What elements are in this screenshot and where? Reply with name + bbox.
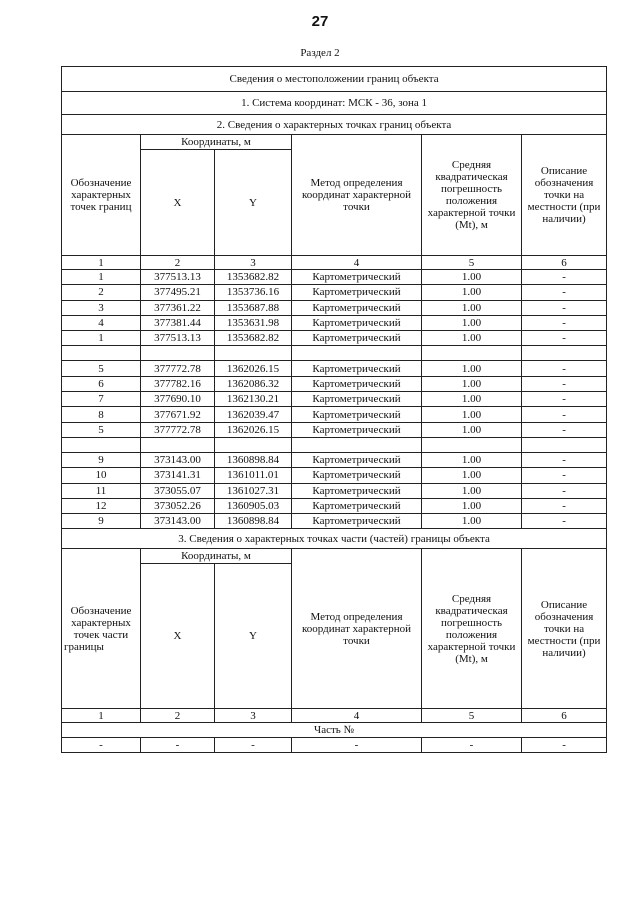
accuracy: 1.00 — [422, 483, 522, 498]
coord-x: 377361.22 — [141, 300, 215, 315]
accuracy: 1.00 — [422, 498, 522, 513]
coord-x: 377381.44 — [141, 315, 215, 330]
coord-x: 377513.13 — [141, 331, 215, 346]
header-y-part: Y — [215, 564, 292, 709]
accuracy: 1.00 — [422, 452, 522, 467]
coord-y: 1353631.98 — [215, 315, 292, 330]
coord-y: 1353736.16 — [215, 285, 292, 300]
part-cell: - — [422, 738, 522, 753]
coord-y: 1362130.21 — [215, 392, 292, 407]
method: Картометрический — [292, 300, 422, 315]
description: - — [522, 514, 607, 529]
description: - — [522, 452, 607, 467]
column-numbers-row-part — [62, 709, 607, 723]
table-row — [62, 392, 607, 407]
part-cell: - — [292, 738, 422, 753]
header-coordinates: Координаты, м — [141, 135, 292, 150]
coord-x: 373143.00 — [141, 452, 215, 467]
coord-y: 1361011.01 — [215, 468, 292, 483]
column-number: 1 — [62, 256, 141, 270]
part-label: Часть № — [62, 723, 607, 738]
coord-y: 1353687.88 — [215, 300, 292, 315]
description: - — [522, 392, 607, 407]
coord-y: 1360898.84 — [215, 452, 292, 467]
method: Картометрический — [292, 392, 422, 407]
description: - — [522, 422, 607, 437]
empty-cell — [522, 346, 607, 361]
column-number: 2 — [141, 256, 215, 270]
accuracy: 1.00 — [422, 315, 522, 330]
table-row — [62, 468, 607, 483]
accuracy: 1.00 — [422, 392, 522, 407]
coord-y: 1360905.03 — [215, 498, 292, 513]
column-number: 4 — [292, 709, 422, 723]
section2-title: 2. Сведения о характерных точках границ объекта — [62, 115, 607, 135]
column-numbers-row — [62, 256, 607, 270]
description: - — [522, 376, 607, 391]
column-number: 5 — [422, 256, 522, 270]
column-number: 3 — [215, 709, 292, 723]
coord-x: 373143.00 — [141, 514, 215, 529]
table-row — [62, 300, 607, 315]
point-number: 1 — [62, 270, 141, 285]
header-designation: Обозначение характерных точек границ — [62, 135, 141, 256]
empty-cell — [422, 437, 522, 452]
empty-cell — [422, 346, 522, 361]
point-number: 6 — [62, 376, 141, 391]
coord-y: 1362026.15 — [215, 361, 292, 376]
empty-cell — [292, 346, 422, 361]
point-number: 5 — [62, 361, 141, 376]
coord-system: 1. Система координат: МСК - 36, зона 1 — [62, 92, 607, 115]
table-row — [62, 361, 607, 376]
method: Картометрический — [292, 422, 422, 437]
empty-cell — [292, 437, 422, 452]
header-method-part: Метод определения координат характерной точки — [292, 549, 422, 709]
coord-y: 1362039.47 — [215, 407, 292, 422]
point-number: 4 — [62, 315, 141, 330]
coord-x: 373055.07 — [141, 483, 215, 498]
table-row — [62, 483, 607, 498]
header-coordinates-part: Координаты, м — [141, 549, 292, 564]
table-row — [62, 331, 607, 346]
coord-y: 1362026.15 — [215, 422, 292, 437]
empty-cell — [522, 437, 607, 452]
coord-y: 1353682.82 — [215, 270, 292, 285]
accuracy: 1.00 — [422, 270, 522, 285]
point-number: 9 — [62, 452, 141, 467]
point-number: 3 — [62, 300, 141, 315]
table-row — [62, 315, 607, 330]
coord-x: 377782.16 — [141, 376, 215, 391]
point-number: 1 — [62, 331, 141, 346]
description: - — [522, 331, 607, 346]
method: Картометрический — [292, 376, 422, 391]
group-separator-row — [62, 346, 607, 361]
empty-cell — [141, 346, 215, 361]
description: - — [522, 285, 607, 300]
header-description: Описание обозначения точки на местности (при наличии) — [522, 135, 607, 256]
column-number: 3 — [215, 256, 292, 270]
coord-y: 1361027.31 — [215, 483, 292, 498]
coord-x: 377690.10 — [141, 392, 215, 407]
point-number: 2 — [62, 285, 141, 300]
accuracy: 1.00 — [422, 376, 522, 391]
group-separator-row — [62, 437, 607, 452]
point-number: 8 — [62, 407, 141, 422]
table-title: Сведения о местоположении границ объекта — [62, 67, 607, 92]
method: Картометрический — [292, 498, 422, 513]
header-description-part: Описание обозначения точки на местности (при наличии) — [522, 549, 607, 709]
point-number: 7 — [62, 392, 141, 407]
column-number: 6 — [522, 256, 607, 270]
accuracy: 1.00 — [422, 361, 522, 376]
empty-cell — [215, 437, 292, 452]
column-number: 6 — [522, 709, 607, 723]
table-row — [62, 376, 607, 391]
empty-cell — [62, 437, 141, 452]
description: - — [522, 361, 607, 376]
coord-x: 373052.26 — [141, 498, 215, 513]
empty-cell — [141, 437, 215, 452]
point-number: 11 — [62, 483, 141, 498]
section3-title: 3. Сведения о характерных точках части (частей) границы объекта — [62, 529, 607, 549]
accuracy: 1.00 — [422, 468, 522, 483]
description: - — [522, 498, 607, 513]
coord-y: 1362086.32 — [215, 376, 292, 391]
column-number: 4 — [292, 256, 422, 270]
accuracy: 1.00 — [422, 331, 522, 346]
table-row — [62, 285, 607, 300]
point-number: 12 — [62, 498, 141, 513]
coord-x: 373141.31 — [141, 468, 215, 483]
accuracy: 1.00 — [422, 407, 522, 422]
part-cell: - — [522, 738, 607, 753]
empty-cell — [215, 346, 292, 361]
table-row — [62, 407, 607, 422]
accuracy: 1.00 — [422, 285, 522, 300]
description: - — [522, 483, 607, 498]
method: Картометрический — [292, 407, 422, 422]
description: - — [522, 407, 607, 422]
description: - — [522, 270, 607, 285]
method: Картометрический — [292, 331, 422, 346]
point-number: 5 — [62, 422, 141, 437]
method: Картометрический — [292, 315, 422, 330]
header-y: Y — [215, 150, 292, 256]
method: Картометрический — [292, 270, 422, 285]
method: Картометрический — [292, 452, 422, 467]
page-number: 27 — [311, 13, 329, 30]
header-accuracy-part: Средняя квадратическая погрешность положения характерной точки (Mt), м — [422, 549, 522, 709]
coord-y: 1360898.84 — [215, 514, 292, 529]
part-cell: - — [141, 738, 215, 753]
column-number: 2 — [141, 709, 215, 723]
method: Картометрический — [292, 514, 422, 529]
method: Картометрический — [292, 483, 422, 498]
coord-x: 377772.78 — [141, 422, 215, 437]
table-row — [62, 514, 607, 529]
header-method: Метод определения координат характерной точки — [292, 135, 422, 256]
method: Картометрический — [292, 361, 422, 376]
point-number: 10 — [62, 468, 141, 483]
description: - — [522, 315, 607, 330]
coord-x: 377495.21 — [141, 285, 215, 300]
table-row — [62, 270, 607, 285]
coord-x: 377513.13 — [141, 270, 215, 285]
empty-cell — [62, 346, 141, 361]
point-number: 9 — [62, 514, 141, 529]
part-cell: - — [215, 738, 292, 753]
boundary-table — [61, 66, 607, 753]
part-cell: - — [62, 738, 141, 753]
column-number: 5 — [422, 709, 522, 723]
coord-x: 377772.78 — [141, 361, 215, 376]
column-number: 1 — [62, 709, 141, 723]
accuracy: 1.00 — [422, 300, 522, 315]
header-x-part: X — [141, 564, 215, 709]
table-row — [62, 422, 607, 437]
description: - — [522, 300, 607, 315]
description: - — [522, 468, 607, 483]
table-row — [62, 498, 607, 513]
method: Картометрический — [292, 285, 422, 300]
header-x: X — [141, 150, 215, 256]
table-row — [62, 452, 607, 467]
accuracy: 1.00 — [422, 514, 522, 529]
coord-y: 1353682.82 — [215, 331, 292, 346]
header-part-designation: Обозначение характерных точек части границы — [62, 549, 141, 709]
method: Картометрический — [292, 468, 422, 483]
accuracy: 1.00 — [422, 422, 522, 437]
section-label: Раздел 2 — [300, 47, 340, 59]
part-row — [62, 738, 607, 753]
coord-x: 377671.92 — [141, 407, 215, 422]
header-accuracy: Средняя квадратическая погрешность положения характерной точки (Mt), м — [422, 135, 522, 256]
